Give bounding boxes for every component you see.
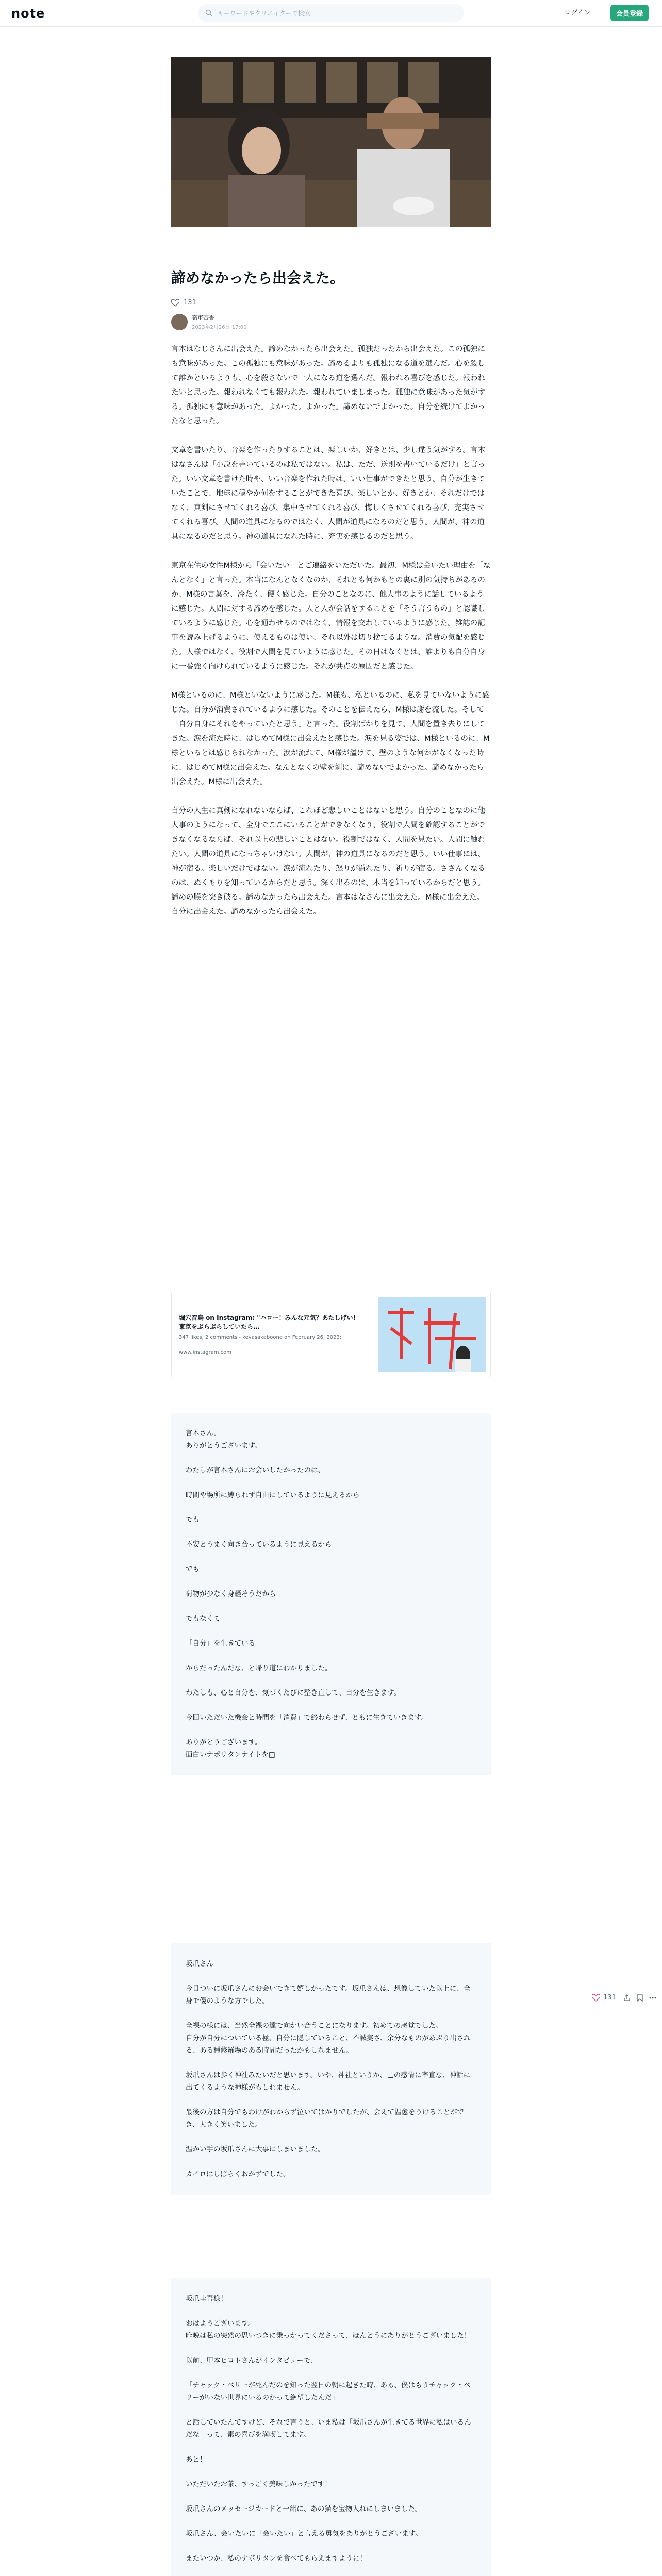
quote-block-2 (171, 1943, 491, 2195)
bookmark-icon[interactable] (637, 1994, 643, 2002)
share-icon[interactable] (623, 1994, 631, 2002)
search-icon (205, 9, 212, 16)
quote-line: いただいたお茶、すっごく美味しかったです！ (186, 2480, 332, 2488)
embed-description: 347 likes, 2 comments - keyasakaboone on February 26, 2023: (179, 1335, 342, 1341)
embed-url: www.instagram.com (179, 1350, 232, 1355)
quote-line: 時間や場所に縛られず自由にしているように見えるから (186, 1491, 360, 1499)
author-name[interactable]: 嶺市杏香 (192, 314, 214, 321)
more-icon[interactable] (649, 1997, 656, 1999)
quote-line: でも (186, 1565, 200, 1573)
post-date: 2023年2月26日 17:00 (192, 325, 247, 330)
like-count: 131 (184, 299, 196, 307)
quote-line: カイロはしばらくおかずでした。 (186, 2170, 290, 2178)
quote-line: と話していたんですけど、それで言うと、いま私は「坂爪さんが生きてる世界に私はいるんだな」って、素の喜びを満喫してます。 (186, 2418, 471, 2439)
floating-actions (592, 1994, 656, 2002)
quote-line: でもなくて (186, 1615, 221, 1623)
article-body (171, 342, 491, 934)
paragraph: 文章を書いたり、音楽を作ったりすることは、楽しいか、好きとは、少し違う気がする。言本はなさんは「小説を書いているのは私ではない。私は、ただ、送則を書いているだけ」と言った。いい文章を書けた時や、いい音楽を作れた時は、いい仕事ができたと思う。自分が生きていたことで、地球に穏やか何をすることができた喜び。楽しいとか、好きとか、それだけではなく、真剣にさせてくれる喜び、集中させてくれる喜び、悔しくさせてくれる喜び、充実させてくれる喜び。人間の道具になるのではなく、人間が道具になるのだと思う。人間が、神の道具になるのだと思う。神の道具になれた時に、充実を感じるのだと思う。 (171, 446, 485, 541)
article-title: 諦めなかったら出会えた。 (171, 269, 345, 286)
quote-line: 言本さん。 ありがとうございます。 (186, 1429, 262, 1450)
quote-line: 坂爪さん (186, 1960, 213, 1968)
quote-line: またいつか、私のナポリタンを食べてもらえますように！ (186, 2554, 367, 2563)
quote-line: からだったんだな、と帰り道にわかりました。 (186, 1664, 332, 1672)
quote-line: 坂爪さん、会いたいに「会いたい」と言える勇気をありがとうございます。 (186, 2530, 422, 2538)
paragraph: 自分の人生に真剣になれないならば、これほど悲しいことはないと思う。自分のことなのに他人事のようになって、全身でここにいることができなくなり、役割で人間を確認することができなくなるならば、それ以上の悲しいことはない。役割ではなく、人間を見たい。人間に触れたい。人間の道具になっちゃいけない。人間が、神の道具になるのだと思う。いい仕事には、神が宿る。楽しいだけではない。涙が流れたり、怒りが溢れたり、祈りが宿る。ささんくなるのは、ぬくもりを知っているからだと思う。深く出るのは、本当を知っているからだと思う。諦めの膜を突き破る。諦めなかったら出会えた。言本はなさんに出会えた。M様に出会えた。自分に出会えた。諦めなかったら出会えた。 (171, 807, 485, 916)
paragraph: M様といるのに、M様といないように感じた。M様も、私といるのに、私を見ていないように感じた。自分が消費されているように感じた。そのことを伝えたら、M様は謝を流した。そして「自分自身にそれをやっていたと思う」と言った。役割ばかりを見て、人間を置き去りにしてきた。涙を流た時に、はじめてM様に出会えたと感じた。涙を見る姿では、M様といるのに、M様といるとは感じられなかった。涙が流れて、M様が溢けて、壁のような何かがなくなった時に、はじめてM様に出会えた。なんとなくの壁を剝に、諦めないでよかった。諦めなかったら出会えた。M様に出会えた。 (171, 691, 490, 786)
quote-line: 坂爪さんのメッセージカードと一緒に、あの猫を宝物入れにしまいました。 (186, 2505, 422, 2513)
quote-line: あと！ (186, 2455, 207, 2464)
quote-line: 温かい手の坂爪さんに大事にしまいました。 (186, 2145, 325, 2154)
like-button-side[interactable] (592, 1994, 616, 2002)
quote-line: わたしが言本さんにお会いしたかったのは、 (186, 1466, 325, 1475)
quote-line: わたしも、心と自分を、気づくたびに整き直して、自分を生きます。 (186, 1689, 401, 1697)
quote-line: 荷物が少なく身軽そうだから (186, 1590, 276, 1598)
heart-icon (592, 1994, 600, 2002)
note-logo[interactable]: note (11, 6, 45, 21)
like-button-top[interactable] (171, 299, 196, 307)
quote-line: 坂爪圭吾様！ (186, 2295, 227, 2303)
embed-title: 堀穴音鳥 on Instagram: "ハロー！みんな元気？あたしげい！ 東京をぶらぶらしていたら… (179, 1314, 359, 1330)
search-placeholder: キーワードやクリエイターで検索 (218, 9, 310, 17)
quote-line: 「自分」を生きている (186, 1639, 255, 1648)
quote-line: 今日ついに坂爪さんにお会いできて嬉しかったです。坂爪さんは、想像していた以上に、全身で優のような方でした。 (186, 1985, 471, 2005)
quote-line: 今回いただいた機会と時間を「消費」で終わらせず、ともに生きていきます。 (186, 1714, 428, 1722)
quote-block-1 (171, 1413, 491, 1775)
paragraph: 東京在住の女性M様から「会いたい」とご連絡をいただいた。最初、M様は会いたい理由を「なんとなく」と言った。本当になんとなくなのか、それとも何かもとの裏に別の気持ちがあるのか、M様の言葉を、冷たく、硬く感じた。自分のことなのに、他人事のように話しているように感じた。人間に対する諦めを感じた。人と人が会話をすることを「そう言うもの」と認識しているように感じた。心を通わせるのではなく、情報を交わしているように感じた。雑誌の記事を読み上げるように、使えるものは使い、それ以外は切り捨てるような。消費の気配を感じた。人様ではなく、役割で人間を見ていように感じた。その日はなくとは、誰よりも自分自身に一番強く向けられているように感じた。それが共点の原因だと感じた。 (171, 562, 491, 671)
quote-line: 以前、甲本ヒロトさんがインタビューで、 (186, 2357, 318, 2365)
login-link[interactable]: ログイン (564, 9, 591, 17)
instagram-embed-card[interactable] (171, 1292, 491, 1377)
quote-line: おはようございます。 昨晩は私の突然の思いつきに乗っかってくださって、ほんとうにありがとうございました！ (186, 2319, 471, 2340)
quote-line: 不安とうまく向き合っているように見えるから (186, 1540, 332, 1549)
quote-line: 最後の方は自分でもわけがわからず泣いてはかりでしたが、会えて温愈をうけることができ、大きく笑いました。 (186, 2108, 464, 2129)
paragraph: 言本はなじさんに出会えた。諦めなかったら出会えた。孤独だったから出会えた。この孤独にも意味があった。この孤独にも意味があった。諦めるよりも孤独になる道を選んだ。心を殺して誰かといるよりも、心を殺さないで一人になる道を選んだ。報われる喜びを感じた。報われたいと思った。報われなくても報われた。報われていましまった。孤独に意味があった気がする。孤独にも意味があった。よかった。よかった。諦めないでよかった。自分を続けてよかったなと思った。 (171, 345, 485, 426)
embed-thumbnail (378, 1297, 486, 1372)
quote-line: 坂爪さんは歩く神社みたいだと思います。いや、神社というか、己の感情に率直な、神話に出てくるような神様がもしれません。 (186, 2071, 471, 2092)
quote-line: 「チャック・ベリーが死んだのを知った翌日の朝に起きた時、あぁ、僕はもうチャック・ベリーがいない世界にいるのかって絶望したんだ」 (186, 2381, 471, 2402)
quote-line: ありがとうございます。 面白いナポリタンナイトを□ (186, 1738, 275, 1759)
hero-image (171, 57, 491, 227)
search-input[interactable] (198, 4, 464, 22)
avatar[interactable] (171, 314, 188, 330)
heart-icon (171, 299, 179, 307)
side-like-count: 131 (603, 1994, 616, 2002)
quote-line: でも (186, 1516, 200, 1524)
site-header (0, 0, 662, 27)
quote-line: 全裸の様には、当然全裸の達で向かい合うことになります。初めての感覚でした。 自分が自分についている極、自分に隠していること、不誠実さ、余分なものがあぶり出される、ある種修羅場のある時間だったかもしれません。 (186, 2022, 471, 2055)
quote-block-3 (171, 2278, 491, 2576)
author-block[interactable] (171, 313, 247, 330)
register-button[interactable]: 会員登録 (610, 5, 649, 21)
